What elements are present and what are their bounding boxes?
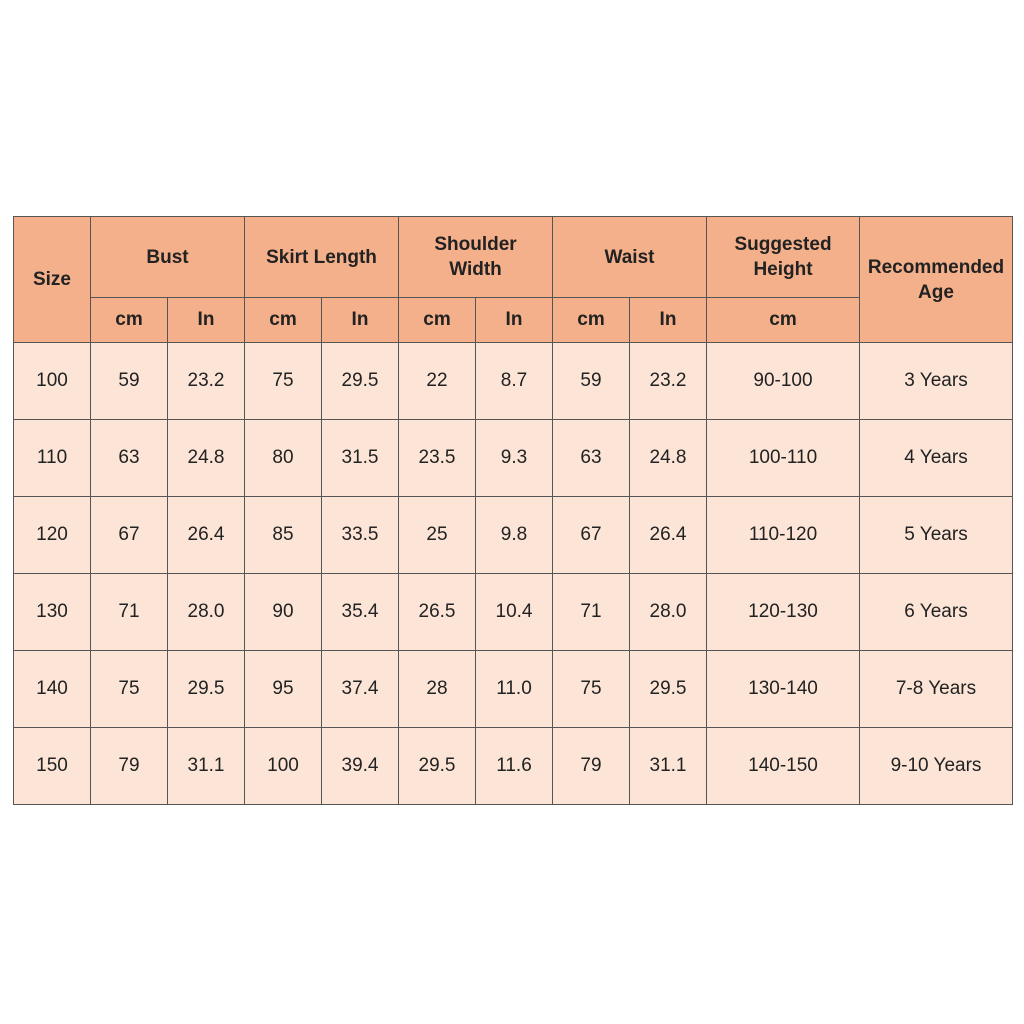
table-row [14, 497, 1013, 574]
cell-size: 140 [14, 651, 91, 728]
table-row [14, 651, 1013, 728]
cell-shoulder-in: 9.8 [476, 497, 553, 574]
cell-age: 7-8 Years [860, 651, 1013, 728]
cell-bust-in: 26.4 [168, 497, 245, 574]
cell-waist-cm: 75 [553, 651, 630, 728]
cell-skirt-in: 39.4 [322, 728, 399, 805]
cell-shoulder-cm: 26.5 [399, 574, 476, 651]
cell-skirt-in: 37.4 [322, 651, 399, 728]
header-bust: Bust [91, 217, 245, 298]
cell-skirt-cm: 75 [245, 343, 322, 420]
cell-bust-in: 29.5 [168, 651, 245, 728]
cell-skirt-in: 31.5 [322, 420, 399, 497]
cell-bust-in: 24.8 [168, 420, 245, 497]
cell-height-cm: 100-110 [707, 420, 860, 497]
header-skirt-length: Skirt Length [245, 217, 399, 298]
cell-skirt-in: 35.4 [322, 574, 399, 651]
cell-waist-cm: 67 [553, 497, 630, 574]
cell-age: 3 Years [860, 343, 1013, 420]
cell-skirt-cm: 95 [245, 651, 322, 728]
size-chart-container [13, 216, 1013, 805]
header-shoulder-width-line1: Shoulder [434, 234, 517, 255]
cell-shoulder-in: 9.3 [476, 420, 553, 497]
cell-waist-cm: 71 [553, 574, 630, 651]
cell-height-cm: 140-150 [707, 728, 860, 805]
cell-skirt-in: 33.5 [322, 497, 399, 574]
cell-height-cm: 110-120 [707, 497, 860, 574]
header-recommended-age [860, 217, 1013, 343]
unit-shoulder-in: In [476, 298, 553, 343]
cell-bust-cm: 67 [91, 497, 168, 574]
cell-size: 150 [14, 728, 91, 805]
cell-bust-in: 28.0 [168, 574, 245, 651]
cell-waist-in: 29.5 [630, 651, 707, 728]
cell-shoulder-in: 11.6 [476, 728, 553, 805]
cell-size: 100 [14, 343, 91, 420]
unit-skirt-cm: cm [245, 298, 322, 343]
cell-shoulder-cm: 25 [399, 497, 476, 574]
cell-size: 120 [14, 497, 91, 574]
cell-age: 5 Years [860, 497, 1013, 574]
cell-bust-in: 23.2 [168, 343, 245, 420]
cell-age: 9-10 Years [860, 728, 1013, 805]
unit-bust-in: In [168, 298, 245, 343]
cell-age: 4 Years [860, 420, 1013, 497]
cell-waist-in: 23.2 [630, 343, 707, 420]
cell-shoulder-in: 8.7 [476, 343, 553, 420]
unit-waist-in: In [630, 298, 707, 343]
cell-shoulder-in: 10.4 [476, 574, 553, 651]
cell-shoulder-cm: 28 [399, 651, 476, 728]
cell-bust-cm: 79 [91, 728, 168, 805]
cell-waist-in: 31.1 [630, 728, 707, 805]
unit-waist-cm: cm [553, 298, 630, 343]
table-row [14, 420, 1013, 497]
unit-height-cm: cm [707, 298, 860, 343]
cell-skirt-cm: 90 [245, 574, 322, 651]
unit-shoulder-cm: cm [399, 298, 476, 343]
unit-bust-cm: cm [91, 298, 168, 343]
unit-skirt-in: In [322, 298, 399, 343]
header-waist: Waist [553, 217, 707, 298]
size-chart-body [14, 343, 1013, 805]
cell-skirt-cm: 85 [245, 497, 322, 574]
header-size: Size [14, 217, 91, 343]
cell-skirt-cm: 80 [245, 420, 322, 497]
header-row-main [14, 217, 1013, 298]
header-recommended-age-line2: Age [918, 281, 954, 303]
cell-bust-cm: 59 [91, 343, 168, 420]
cell-age: 6 Years [860, 574, 1013, 651]
cell-size: 130 [14, 574, 91, 651]
cell-waist-cm: 79 [553, 728, 630, 805]
cell-bust-cm: 63 [91, 420, 168, 497]
header-recommended-age-line1: Recommended [867, 256, 1005, 278]
cell-shoulder-cm: 23.5 [399, 420, 476, 497]
cell-waist-in: 24.8 [630, 420, 707, 497]
header-shoulder-width [399, 217, 553, 298]
cell-shoulder-cm: 22 [399, 343, 476, 420]
cell-skirt-in: 29.5 [322, 343, 399, 420]
table-row [14, 574, 1013, 651]
cell-bust-cm: 71 [91, 574, 168, 651]
cell-skirt-cm: 100 [245, 728, 322, 805]
cell-height-cm: 130-140 [707, 651, 860, 728]
cell-shoulder-in: 11.0 [476, 651, 553, 728]
cell-waist-in: 28.0 [630, 574, 707, 651]
cell-height-cm: 90-100 [707, 343, 860, 420]
cell-waist-cm: 59 [553, 343, 630, 420]
cell-shoulder-cm: 29.5 [399, 728, 476, 805]
size-chart-table [13, 216, 1013, 805]
header-suggested-height-line2: Height [753, 259, 813, 280]
cell-size: 110 [14, 420, 91, 497]
cell-bust-cm: 75 [91, 651, 168, 728]
cell-height-cm: 120-130 [707, 574, 860, 651]
cell-waist-in: 26.4 [630, 497, 707, 574]
header-suggested-height-line1: Suggested [734, 234, 832, 255]
cell-bust-in: 31.1 [168, 728, 245, 805]
header-shoulder-width-line2: Width [449, 259, 502, 280]
table-row [14, 343, 1013, 420]
table-row [14, 728, 1013, 805]
header-suggested-height [707, 217, 860, 298]
cell-waist-cm: 63 [553, 420, 630, 497]
